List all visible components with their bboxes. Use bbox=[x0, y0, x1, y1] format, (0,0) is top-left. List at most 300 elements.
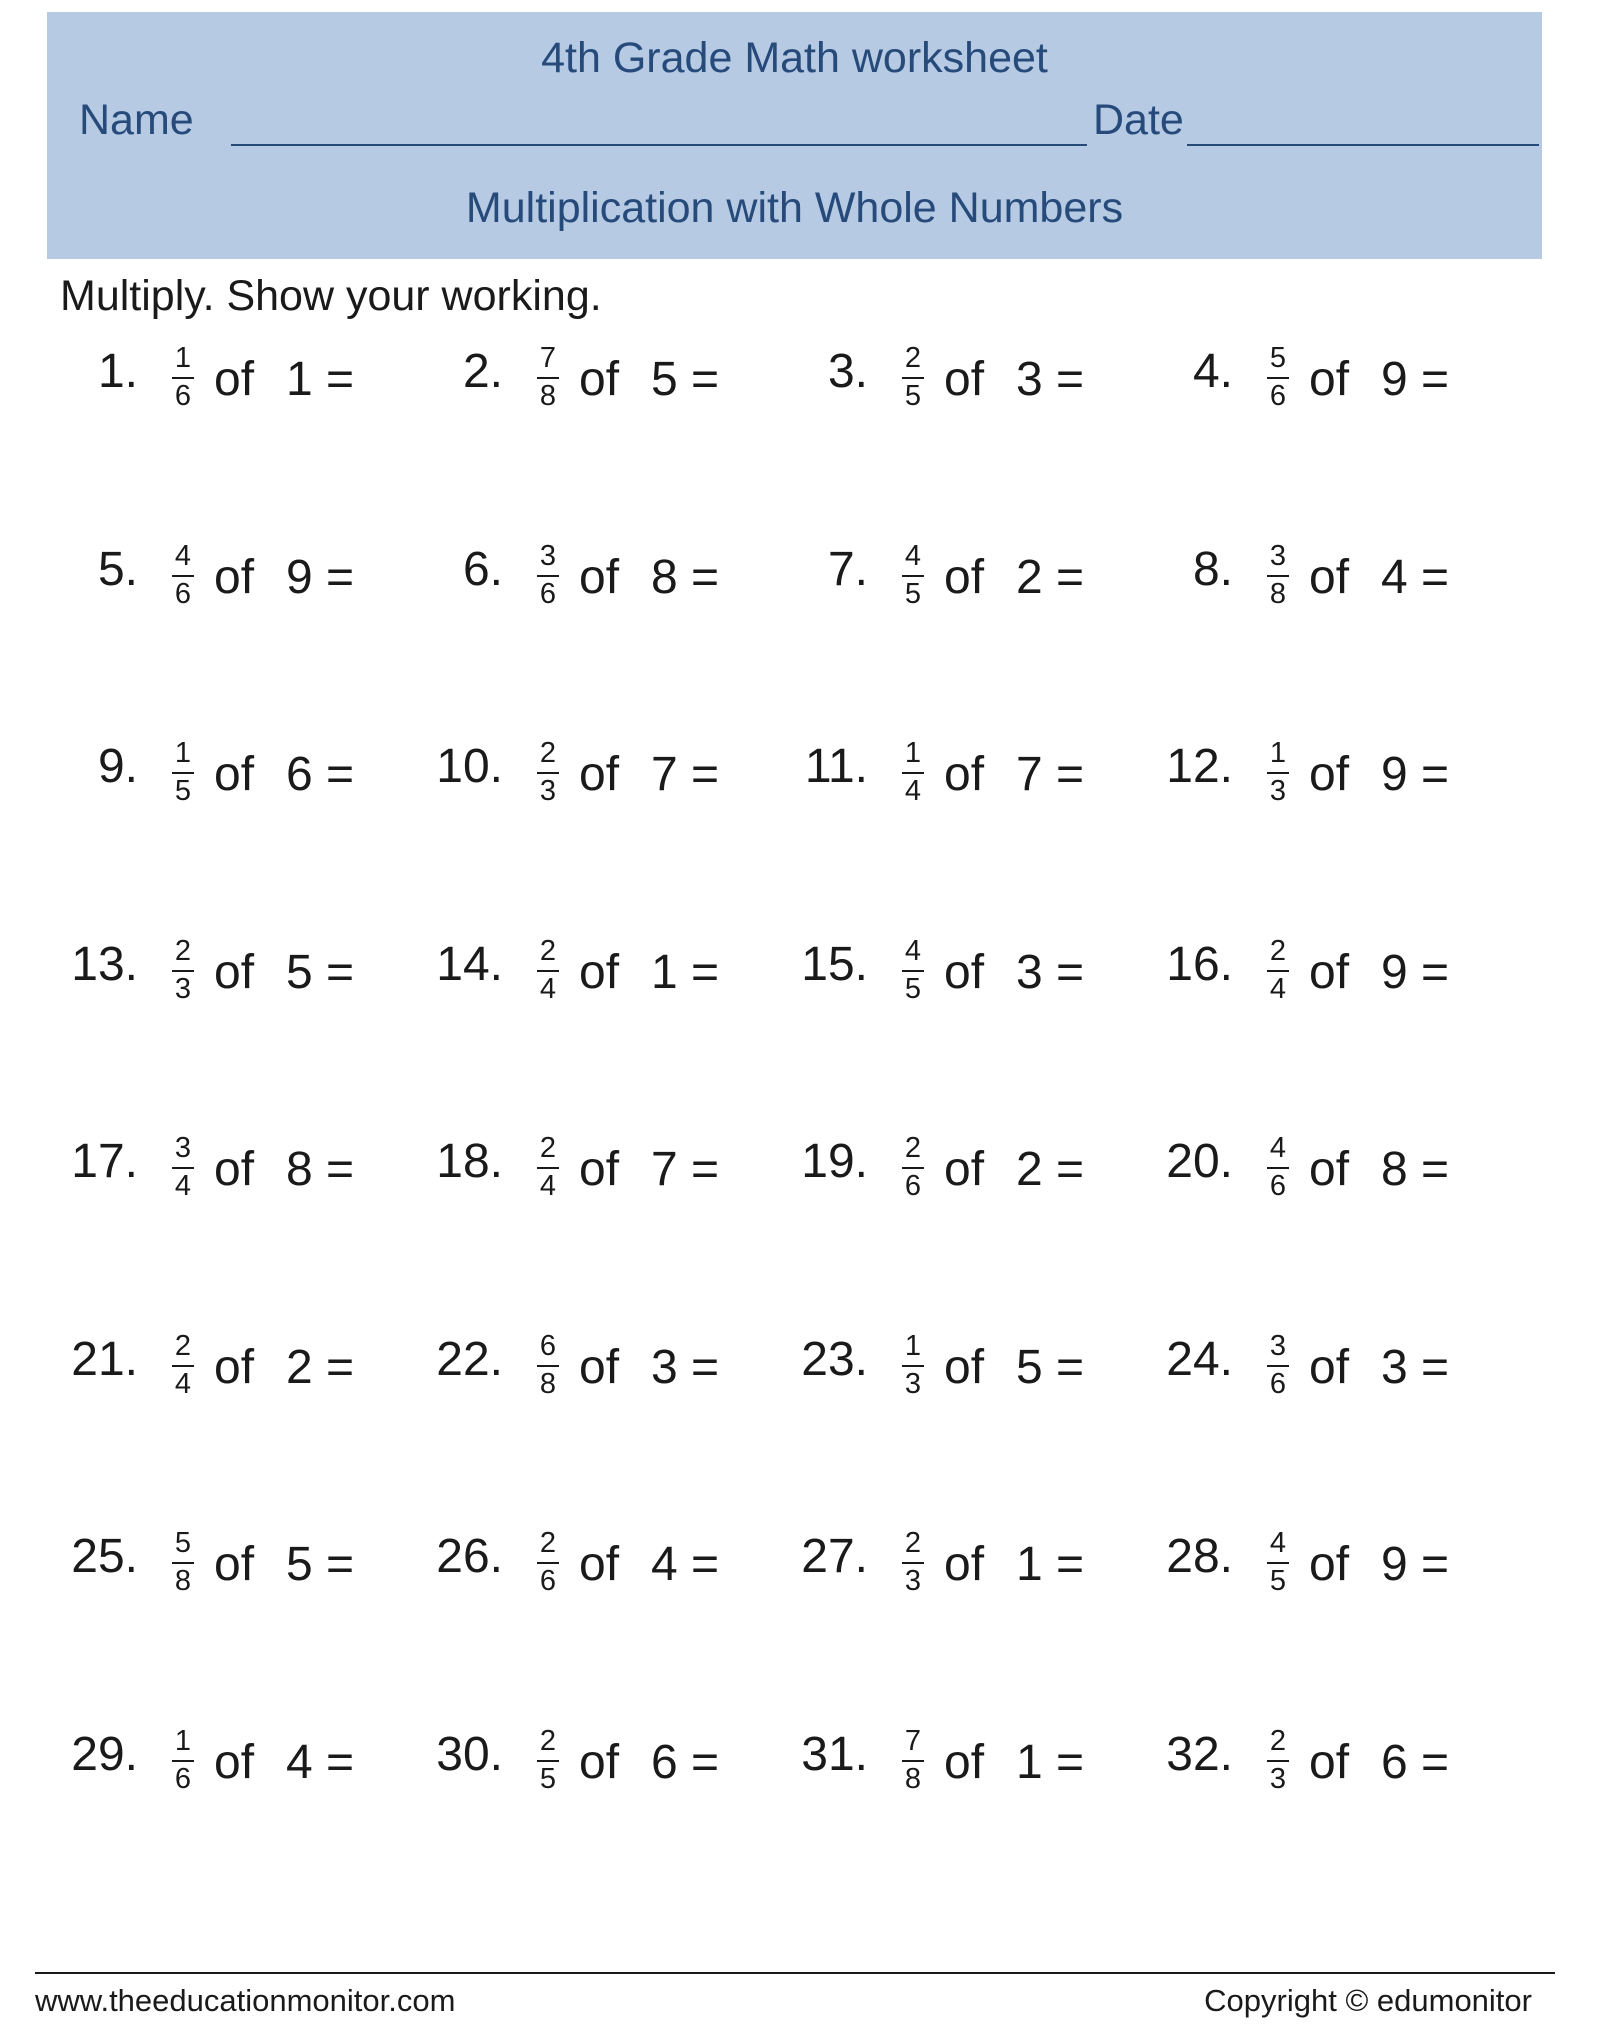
problem-number: 30. bbox=[436, 1728, 503, 1781]
equals-sign: = bbox=[326, 946, 355, 999]
problem-number: 18. bbox=[436, 1135, 503, 1188]
of-word: of bbox=[214, 748, 255, 801]
problem-item bbox=[800, 1132, 1130, 1238]
fraction-bar bbox=[172, 772, 194, 774]
fraction-numerator: 1 bbox=[904, 1330, 922, 1362]
fraction-denominator: 4 bbox=[1269, 973, 1287, 1005]
fraction-numerator: 2 bbox=[174, 1330, 192, 1362]
problem-item bbox=[1165, 1527, 1495, 1633]
problem-number: 13. bbox=[71, 938, 138, 991]
fraction-numerator: 2 bbox=[539, 935, 557, 967]
fraction-numerator: 2 bbox=[1269, 935, 1287, 967]
fraction bbox=[168, 1727, 198, 1795]
fraction-denominator: 6 bbox=[174, 1763, 192, 1795]
equals-sign: = bbox=[326, 1341, 355, 1394]
problem-number: 16. bbox=[1166, 938, 1233, 991]
whole-number: 9 bbox=[1381, 353, 1408, 406]
fraction-numerator: 2 bbox=[539, 737, 557, 769]
equals-sign: = bbox=[1421, 946, 1450, 999]
problem-item bbox=[1165, 1132, 1495, 1238]
equals-sign: = bbox=[326, 1736, 355, 1789]
problem-number: 4. bbox=[1192, 345, 1233, 398]
whole-number: 5 bbox=[651, 353, 678, 406]
of-word: of bbox=[944, 946, 985, 999]
fraction-numerator: 1 bbox=[174, 342, 192, 374]
problem-number: 6. bbox=[462, 543, 503, 596]
of-word: of bbox=[1309, 1736, 1350, 1789]
of-word: of bbox=[214, 1736, 255, 1789]
worksheet-title: 4th Grade Math worksheet bbox=[541, 34, 1048, 82]
problem-item bbox=[70, 540, 400, 646]
problem-number: 3. bbox=[827, 345, 868, 398]
fraction-bar bbox=[902, 1365, 924, 1367]
problem-item bbox=[70, 342, 400, 448]
fraction bbox=[898, 1727, 928, 1795]
fraction-numerator: 2 bbox=[539, 1132, 557, 1164]
of-word: of bbox=[214, 946, 255, 999]
problem-item bbox=[70, 737, 400, 843]
equals-sign: = bbox=[1056, 353, 1085, 406]
problem-item bbox=[70, 935, 400, 1041]
fraction-bar bbox=[1267, 1562, 1289, 1564]
equals-sign: = bbox=[1056, 946, 1085, 999]
fraction-numerator: 3 bbox=[174, 1132, 192, 1164]
fraction bbox=[898, 542, 928, 610]
fraction-bar bbox=[172, 1760, 194, 1762]
fraction-bar bbox=[1267, 575, 1289, 577]
fraction-denominator: 6 bbox=[539, 578, 557, 610]
whole-number: 8 bbox=[286, 1143, 313, 1196]
of-word: of bbox=[1309, 353, 1350, 406]
problem-number: 25. bbox=[71, 1530, 138, 1583]
of-word: of bbox=[214, 1143, 255, 1196]
of-word: of bbox=[1309, 946, 1350, 999]
of-word: of bbox=[1309, 1143, 1350, 1196]
fraction-numerator: 4 bbox=[1269, 1527, 1287, 1559]
whole-number: 2 bbox=[1016, 551, 1043, 604]
fraction bbox=[1263, 739, 1293, 807]
fraction-numerator: 4 bbox=[904, 935, 922, 967]
whole-number: 5 bbox=[1016, 1341, 1043, 1394]
fraction bbox=[168, 937, 198, 1005]
fraction-numerator: 1 bbox=[1269, 737, 1287, 769]
problem-number: 22. bbox=[436, 1333, 503, 1386]
fraction bbox=[1263, 1134, 1293, 1202]
fraction-bar bbox=[1267, 970, 1289, 972]
problem-number: 24. bbox=[1166, 1333, 1233, 1386]
problem-number: 9. bbox=[97, 740, 138, 793]
problem-item bbox=[800, 342, 1130, 448]
equals-sign: = bbox=[1056, 748, 1085, 801]
problem-number: 19. bbox=[801, 1135, 868, 1188]
problem-item bbox=[70, 1725, 400, 1831]
fraction-denominator: 4 bbox=[174, 1170, 192, 1202]
equals-sign: = bbox=[691, 946, 720, 999]
fraction-denominator: 5 bbox=[904, 578, 922, 610]
whole-number: 9 bbox=[1381, 946, 1408, 999]
of-word: of bbox=[579, 551, 620, 604]
fraction-bar bbox=[537, 1760, 559, 1762]
instructions: Multiply. Show your working. bbox=[60, 272, 602, 320]
fraction-denominator: 6 bbox=[1269, 1170, 1287, 1202]
equals-sign: = bbox=[1421, 551, 1450, 604]
equals-sign: = bbox=[1421, 1736, 1450, 1789]
fraction-bar bbox=[537, 575, 559, 577]
fraction-numerator: 2 bbox=[539, 1725, 557, 1757]
fraction-bar bbox=[902, 772, 924, 774]
fraction-denominator: 3 bbox=[1269, 1763, 1287, 1795]
problem-number: 27. bbox=[801, 1530, 868, 1583]
whole-number: 8 bbox=[1381, 1143, 1408, 1196]
footer-copyright: Copyright © edumonitor bbox=[1204, 1983, 1532, 2018]
fraction-bar bbox=[537, 1167, 559, 1169]
of-word: of bbox=[214, 353, 255, 406]
fraction-numerator: 2 bbox=[904, 342, 922, 374]
fraction-denominator: 8 bbox=[539, 380, 557, 412]
problem-item bbox=[435, 1725, 765, 1831]
fraction bbox=[898, 739, 928, 807]
problem-item bbox=[800, 1725, 1130, 1831]
whole-number: 7 bbox=[651, 748, 678, 801]
problem-number: 31. bbox=[801, 1728, 868, 1781]
equals-sign: = bbox=[326, 1538, 355, 1591]
problem-number: 32. bbox=[1166, 1728, 1233, 1781]
problem-number: 8. bbox=[1192, 543, 1233, 596]
whole-number: 1 bbox=[1016, 1538, 1043, 1591]
fraction-bar bbox=[902, 575, 924, 577]
fraction-denominator: 4 bbox=[904, 775, 922, 807]
problem-number: 10. bbox=[436, 740, 503, 793]
equals-sign: = bbox=[691, 1736, 720, 1789]
fraction bbox=[168, 1134, 198, 1202]
fraction-bar bbox=[902, 377, 924, 379]
of-word: of bbox=[579, 1143, 620, 1196]
fraction-bar bbox=[1267, 377, 1289, 379]
problem-item bbox=[1165, 737, 1495, 843]
footer-website: www.theeducationmonitor.com bbox=[35, 1983, 456, 2018]
whole-number: 4 bbox=[1381, 551, 1408, 604]
problem-item bbox=[435, 935, 765, 1041]
worksheet-header bbox=[47, 12, 1542, 259]
of-word: of bbox=[579, 1736, 620, 1789]
fraction bbox=[1263, 1727, 1293, 1795]
fraction-bar bbox=[172, 1167, 194, 1169]
problem-item bbox=[800, 737, 1130, 843]
name-blank-line[interactable] bbox=[231, 144, 1087, 146]
of-word: of bbox=[944, 1538, 985, 1591]
problem-item bbox=[800, 1330, 1130, 1436]
whole-number: 4 bbox=[286, 1736, 313, 1789]
problem-number: 28. bbox=[1166, 1530, 1233, 1583]
fraction bbox=[168, 542, 198, 610]
fraction-numerator: 2 bbox=[1269, 1725, 1287, 1757]
equals-sign: = bbox=[691, 1538, 720, 1591]
fraction bbox=[533, 937, 563, 1005]
problem-item bbox=[1165, 1330, 1495, 1436]
problem-number: 11. bbox=[804, 740, 868, 793]
fraction-denominator: 6 bbox=[174, 380, 192, 412]
fraction-bar bbox=[172, 1562, 194, 1564]
fraction bbox=[1263, 1529, 1293, 1597]
fraction-numerator: 4 bbox=[174, 540, 192, 572]
whole-number: 5 bbox=[286, 946, 313, 999]
fraction-denominator: 5 bbox=[174, 775, 192, 807]
problem-item bbox=[800, 540, 1130, 646]
fraction-numerator: 7 bbox=[904, 1725, 922, 1757]
fraction bbox=[168, 1332, 198, 1400]
equals-sign: = bbox=[1421, 1143, 1450, 1196]
fraction bbox=[898, 1134, 928, 1202]
fraction-bar bbox=[172, 377, 194, 379]
equals-sign: = bbox=[691, 748, 720, 801]
fraction bbox=[533, 344, 563, 412]
equals-sign: = bbox=[1421, 353, 1450, 406]
problem-item bbox=[800, 935, 1130, 1041]
problem-item bbox=[1165, 1725, 1495, 1831]
fraction-denominator: 8 bbox=[539, 1368, 557, 1400]
fraction-denominator: 3 bbox=[1269, 775, 1287, 807]
fraction bbox=[1263, 344, 1293, 412]
equals-sign: = bbox=[326, 1143, 355, 1196]
of-word: of bbox=[214, 1341, 255, 1394]
fraction-bar bbox=[902, 1760, 924, 1762]
whole-number: 6 bbox=[651, 1736, 678, 1789]
fraction-denominator: 6 bbox=[1269, 380, 1287, 412]
fraction-denominator: 3 bbox=[174, 973, 192, 1005]
fraction-denominator: 8 bbox=[904, 1763, 922, 1795]
fraction-numerator: 6 bbox=[539, 1330, 557, 1362]
fraction-denominator: 3 bbox=[539, 775, 557, 807]
whole-number: 1 bbox=[1016, 1736, 1043, 1789]
fraction bbox=[533, 1134, 563, 1202]
of-word: of bbox=[579, 946, 620, 999]
worksheet-subtitle: Multiplication with Whole Numbers bbox=[465, 184, 1124, 232]
problem-number: 23. bbox=[801, 1333, 868, 1386]
of-word: of bbox=[579, 1538, 620, 1591]
whole-number: 3 bbox=[1016, 353, 1043, 406]
fraction-denominator: 6 bbox=[174, 578, 192, 610]
of-word: of bbox=[944, 1736, 985, 1789]
of-word: of bbox=[214, 1538, 255, 1591]
fraction-denominator: 6 bbox=[539, 1565, 557, 1597]
whole-number: 7 bbox=[1016, 748, 1043, 801]
fraction-denominator: 5 bbox=[539, 1763, 557, 1795]
problem-item bbox=[800, 1527, 1130, 1633]
fraction-bar bbox=[1267, 1167, 1289, 1169]
fraction-numerator: 4 bbox=[904, 540, 922, 572]
problem-item bbox=[435, 737, 765, 843]
problem-item bbox=[435, 342, 765, 448]
fraction-numerator: 7 bbox=[539, 342, 557, 374]
equals-sign: = bbox=[691, 1341, 720, 1394]
equals-sign: = bbox=[1056, 551, 1085, 604]
problem-number: 21. bbox=[71, 1333, 138, 1386]
of-word: of bbox=[1309, 551, 1350, 604]
of-word: of bbox=[579, 748, 620, 801]
fraction bbox=[898, 937, 928, 1005]
problem-number: 20. bbox=[1166, 1135, 1233, 1188]
problem-number: 15. bbox=[801, 938, 868, 991]
problem-item bbox=[435, 1527, 765, 1633]
fraction bbox=[898, 344, 928, 412]
whole-number: 9 bbox=[1381, 1538, 1408, 1591]
whole-number: 2 bbox=[286, 1341, 313, 1394]
whole-number: 8 bbox=[651, 551, 678, 604]
fraction-bar bbox=[172, 970, 194, 972]
fraction-numerator: 5 bbox=[174, 1527, 192, 1559]
problem-item bbox=[70, 1330, 400, 1436]
fraction-denominator: 3 bbox=[904, 1368, 922, 1400]
of-word: of bbox=[944, 1341, 985, 1394]
fraction-denominator: 8 bbox=[174, 1565, 192, 1597]
date-blank-line[interactable] bbox=[1187, 144, 1539, 146]
fraction-bar bbox=[1267, 772, 1289, 774]
fraction-numerator: 1 bbox=[904, 737, 922, 769]
whole-number: 3 bbox=[651, 1341, 678, 1394]
fraction bbox=[168, 1529, 198, 1597]
fraction-bar bbox=[537, 772, 559, 774]
equals-sign: = bbox=[326, 748, 355, 801]
name-label: Name bbox=[79, 96, 194, 144]
fraction-bar bbox=[537, 970, 559, 972]
problem-item bbox=[70, 1132, 400, 1238]
problem-number: 29. bbox=[71, 1728, 138, 1781]
of-word: of bbox=[944, 748, 985, 801]
fraction bbox=[1263, 1332, 1293, 1400]
fraction bbox=[898, 1332, 928, 1400]
fraction bbox=[533, 739, 563, 807]
of-word: of bbox=[579, 353, 620, 406]
problem-number: 26. bbox=[436, 1530, 503, 1583]
fraction-denominator: 5 bbox=[904, 973, 922, 1005]
name-date-row bbox=[79, 86, 1499, 146]
fraction bbox=[1263, 542, 1293, 610]
problem-item bbox=[1165, 342, 1495, 448]
fraction bbox=[533, 1529, 563, 1597]
fraction-numerator: 1 bbox=[174, 737, 192, 769]
fraction-bar bbox=[537, 1365, 559, 1367]
fraction-numerator: 2 bbox=[904, 1132, 922, 1164]
date-label: Date bbox=[1093, 96, 1184, 144]
problem-item bbox=[435, 1132, 765, 1238]
of-word: of bbox=[214, 551, 255, 604]
problem-item bbox=[1165, 540, 1495, 646]
of-word: of bbox=[1309, 1538, 1350, 1591]
fraction-numerator: 3 bbox=[539, 540, 557, 572]
whole-number: 3 bbox=[1381, 1341, 1408, 1394]
problem-number: 17. bbox=[71, 1135, 138, 1188]
fraction bbox=[533, 1727, 563, 1795]
fraction-denominator: 6 bbox=[904, 1170, 922, 1202]
problem-item bbox=[435, 1330, 765, 1436]
whole-number: 6 bbox=[286, 748, 313, 801]
of-word: of bbox=[944, 551, 985, 604]
fraction-denominator: 3 bbox=[904, 1565, 922, 1597]
problem-number: 14. bbox=[436, 938, 503, 991]
fraction-bar bbox=[1267, 1760, 1289, 1762]
equals-sign: = bbox=[326, 551, 355, 604]
problem-number: 1. bbox=[97, 345, 138, 398]
equals-sign: = bbox=[1421, 1341, 1450, 1394]
fraction bbox=[1263, 937, 1293, 1005]
equals-sign: = bbox=[1056, 1538, 1085, 1591]
equals-sign: = bbox=[691, 551, 720, 604]
problem-item bbox=[435, 540, 765, 646]
fraction-denominator: 4 bbox=[539, 973, 557, 1005]
equals-sign: = bbox=[1056, 1341, 1085, 1394]
problem-number: 2. bbox=[462, 345, 503, 398]
fraction-denominator: 5 bbox=[904, 380, 922, 412]
fraction-denominator: 6 bbox=[1269, 1368, 1287, 1400]
fraction-bar bbox=[1267, 1365, 1289, 1367]
whole-number: 7 bbox=[651, 1143, 678, 1196]
fraction bbox=[168, 344, 198, 412]
equals-sign: = bbox=[1056, 1143, 1085, 1196]
fraction-numerator: 3 bbox=[1269, 540, 1287, 572]
fraction-denominator: 4 bbox=[539, 1170, 557, 1202]
fraction-numerator: 2 bbox=[174, 935, 192, 967]
fraction-bar bbox=[172, 1365, 194, 1367]
fraction-numerator: 3 bbox=[1269, 1330, 1287, 1362]
fraction-numerator: 4 bbox=[1269, 1132, 1287, 1164]
fraction-numerator: 2 bbox=[904, 1527, 922, 1559]
of-word: of bbox=[1309, 1341, 1350, 1394]
fraction-bar bbox=[537, 377, 559, 379]
whole-number: 4 bbox=[651, 1538, 678, 1591]
whole-number: 9 bbox=[286, 551, 313, 604]
fraction bbox=[898, 1529, 928, 1597]
of-word: of bbox=[579, 1341, 620, 1394]
whole-number: 1 bbox=[651, 946, 678, 999]
fraction-denominator: 4 bbox=[174, 1368, 192, 1400]
fraction bbox=[533, 542, 563, 610]
fraction bbox=[533, 1332, 563, 1400]
whole-number: 9 bbox=[1381, 748, 1408, 801]
problem-number: 7. bbox=[827, 543, 868, 596]
fraction-bar bbox=[902, 1562, 924, 1564]
fraction-bar bbox=[537, 1562, 559, 1564]
whole-number: 1 bbox=[286, 353, 313, 406]
equals-sign: = bbox=[1421, 748, 1450, 801]
fraction-numerator: 2 bbox=[539, 1527, 557, 1559]
fraction-numerator: 1 bbox=[174, 1725, 192, 1757]
of-word: of bbox=[944, 353, 985, 406]
problem-item bbox=[1165, 935, 1495, 1041]
fraction-bar bbox=[902, 1167, 924, 1169]
fraction-bar bbox=[902, 970, 924, 972]
problem-item bbox=[70, 1527, 400, 1633]
fraction-denominator: 8 bbox=[1269, 578, 1287, 610]
whole-number: 2 bbox=[1016, 1143, 1043, 1196]
equals-sign: = bbox=[691, 1143, 720, 1196]
problem-number: 5. bbox=[97, 543, 138, 596]
whole-number: 6 bbox=[1381, 1736, 1408, 1789]
fraction bbox=[168, 739, 198, 807]
problem-number: 12. bbox=[1166, 740, 1233, 793]
equals-sign: = bbox=[691, 353, 720, 406]
fraction-numerator: 5 bbox=[1269, 342, 1287, 374]
of-word: of bbox=[1309, 748, 1350, 801]
footer-divider bbox=[35, 1972, 1555, 1974]
equals-sign: = bbox=[1056, 1736, 1085, 1789]
fraction-denominator: 5 bbox=[1269, 1565, 1287, 1597]
of-word: of bbox=[944, 1143, 985, 1196]
whole-number: 5 bbox=[286, 1538, 313, 1591]
whole-number: 3 bbox=[1016, 946, 1043, 999]
equals-sign: = bbox=[326, 353, 355, 406]
fraction-bar bbox=[172, 575, 194, 577]
equals-sign: = bbox=[1421, 1538, 1450, 1591]
